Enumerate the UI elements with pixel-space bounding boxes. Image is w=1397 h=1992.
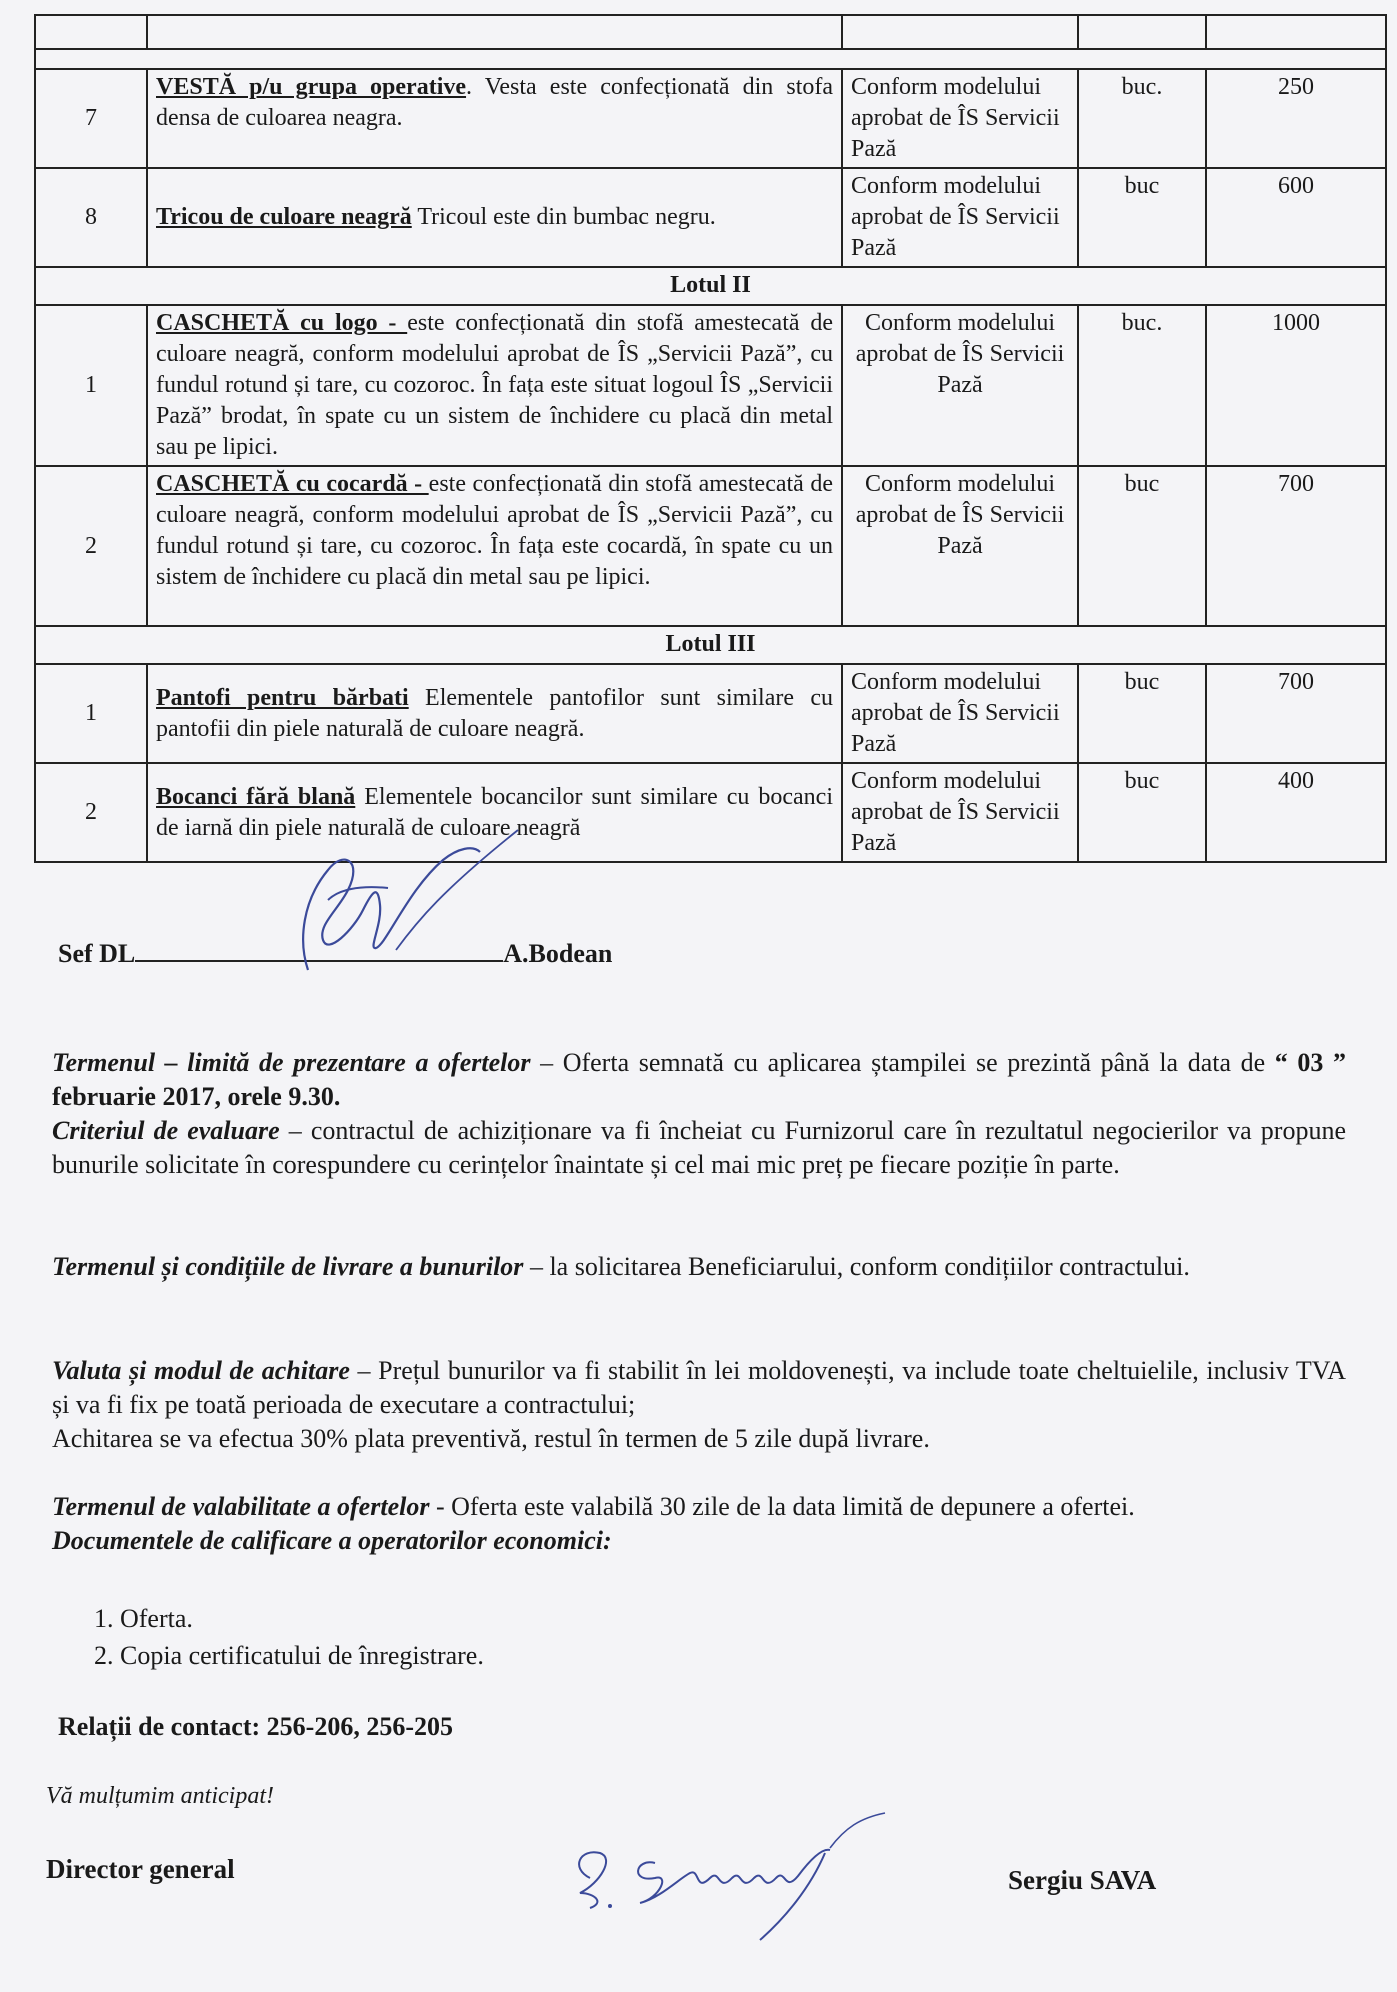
delivery-text: – la solicitarea Beneficiarului, conform condițiilor contractului.	[523, 1252, 1190, 1281]
table-row	[35, 168, 1386, 267]
item-description	[147, 168, 842, 267]
currency-text: – Prețul bunurilor va fi stabilit în lei moldovenești, va include toate cheltuielile, inclusiv TVA și va fi fix pe toată perioada de executare a contractului;	[52, 1356, 1346, 1419]
table-row	[35, 69, 1386, 168]
item-name: Pantofi pentru bărbati	[156, 684, 409, 711]
item-quantity: 600	[1206, 168, 1386, 267]
item-description	[147, 664, 842, 763]
contact-info: Relații de contact: 256-206, 256-205	[58, 1712, 453, 1741]
item-unit: buc.	[1078, 305, 1206, 466]
payment-text: Achitarea se va efectua 30% plata preventivă, restul în termen de 5 zile după livrare.	[52, 1424, 930, 1453]
dl-title: Sef DL	[58, 939, 136, 968]
table-row	[35, 305, 1386, 466]
terms-validity	[52, 1490, 1346, 1558]
table-row	[35, 763, 1386, 862]
criteria-text: – contractul de achiziționare va fi încheiat cu Furnizorul care în rezultatul negocierilor va propune bunurile solicitate în corespundere cu cerințelor înaintate și cel mai mic preț pe fiecare poziție în parte.	[52, 1116, 1347, 1179]
item-quantity: 400	[1206, 763, 1386, 862]
lot-header-row	[35, 626, 1386, 664]
item-conform: Conform modelului aprobat de ÎS Servicii Pază	[842, 305, 1078, 466]
docs-label: Documentele de calificare a operatorilor economici:	[52, 1526, 612, 1555]
item-detail: este confecționată din stofă amestecată de culoare neagră, conform modelului aprobat de ÎS „Servicii Pază”, cu fundul rotund și tare, cu cozoroc. În fața este situat logoul ÎS „Servicii Pază” brodat, în spate cu un sistem de închidere cu placă din metal sau pe lipici.	[156, 310, 833, 460]
item-description	[147, 69, 842, 168]
item-detail: Tricoul este din bumbac negru.	[411, 204, 716, 230]
item-number: 7	[35, 69, 147, 168]
item-unit: buc	[1078, 466, 1206, 626]
item-conform: Conform modelului aprobat de ÎS Servicii Pază	[842, 466, 1078, 626]
item-name: CASCHETĂ cu cocardă -	[156, 471, 429, 497]
director-name: Sergiu SAVA	[1008, 1865, 1157, 1895]
terms-criteria	[52, 1114, 1346, 1182]
deadline-date: “ 03 ” februarie 2017, orele 9.30.	[52, 1048, 1346, 1111]
item-unit: buc	[1078, 664, 1206, 763]
validity-text: - Oferta este valabilă 30 zile de la data limită de depunere a ofertei.	[429, 1492, 1135, 1521]
item-name: Tricou de culoare neagră	[156, 204, 412, 230]
deadline-label: Termenul – limită de prezentare a ofertelor	[52, 1048, 531, 1077]
item-unit: buc	[1078, 763, 1206, 862]
criteria-label: Criteriul de evaluare	[52, 1116, 280, 1145]
item-conform: Conform modelului aprobat de ÎS Servicii Pază	[842, 69, 1078, 168]
director-signature	[560, 1808, 900, 1948]
item-unit: buc	[1078, 168, 1206, 267]
deadline-text: – Oferta semnată cu aplicarea ștampilei se prezintă până la data de	[530, 1048, 1275, 1077]
lot-label: Lotul II	[35, 267, 1386, 305]
item-number: 8	[35, 168, 147, 267]
list-item: 1. Oferta.	[120, 1600, 484, 1637]
table-spacer-row	[35, 49, 1386, 69]
item-conform: Conform modelului aprobat de ÎS Servicii Pază	[842, 664, 1078, 763]
thanks-note: Vă mulțumim anticipat!	[46, 1783, 274, 1809]
item-name: Bocanci fără blană	[156, 783, 356, 810]
item-unit: buc.	[1078, 69, 1206, 168]
list-item: 2. Copia certificatului de înregistrare.	[120, 1637, 484, 1674]
item-quantity: 1000	[1206, 305, 1386, 466]
dl-signature	[268, 830, 528, 980]
item-quantity: 250	[1206, 69, 1386, 168]
item-quantity: 700	[1206, 466, 1386, 626]
table-header-row	[35, 15, 1386, 49]
item-conform: Conform modelului aprobat de ÎS Servicii Pază	[842, 763, 1078, 862]
table-row	[35, 466, 1386, 626]
currency-label: Valuta și modul de achitare	[52, 1356, 350, 1385]
item-number: 1	[35, 305, 147, 466]
item-conform: Conform modelului aprobat de ÎS Servicii Pază	[842, 168, 1078, 267]
item-description	[147, 305, 842, 466]
validity-label: Termenul de valabilitate a ofertelor	[52, 1492, 430, 1521]
item-detail: este confecționată din stofă amestecată de culoare neagră, conform modelului aprobat de ÎS „Servicii Pază”, cu fundul rotund și tare, cu cozoroc. În fața este cocardă, în spate cu un sistem de închidere cu placă din metal sau pe lipici.	[156, 471, 833, 590]
lot-header-row	[35, 267, 1386, 305]
item-number: 2	[35, 466, 147, 626]
qualification-docs-list	[70, 1600, 484, 1674]
lot-label: Lotul III	[35, 626, 1386, 664]
item-name: CASCHETĂ cu logo -	[156, 310, 408, 336]
item-description	[147, 466, 842, 626]
terms-delivery	[52, 1250, 1346, 1284]
table-row	[35, 664, 1386, 763]
item-quantity: 700	[1206, 664, 1386, 763]
terms-currency	[52, 1354, 1346, 1456]
item-number: 1	[35, 664, 147, 763]
dl-name: A.Bodean	[503, 939, 613, 968]
delivery-label: Termenul și condițiile de livrare a bunurilor	[52, 1252, 524, 1281]
specification-table	[34, 14, 1387, 863]
item-name: VESTĂ p/u grupa operative	[156, 74, 467, 100]
director-title: Director general	[46, 1854, 235, 1884]
item-detail: Elementele pantofilor sunt similare cu pantofii din piele naturală de culoare neagră.	[156, 684, 833, 742]
item-detail: Elementele bocancilor sunt similare cu bocanci de iarnă din piele naturală de culoare neagră	[156, 783, 833, 841]
item-detail: . Vesta este confecționată din stofa densa de culoarea neagra.	[156, 74, 833, 131]
item-number: 2	[35, 763, 147, 862]
terms-deadline	[52, 1046, 1346, 1114]
